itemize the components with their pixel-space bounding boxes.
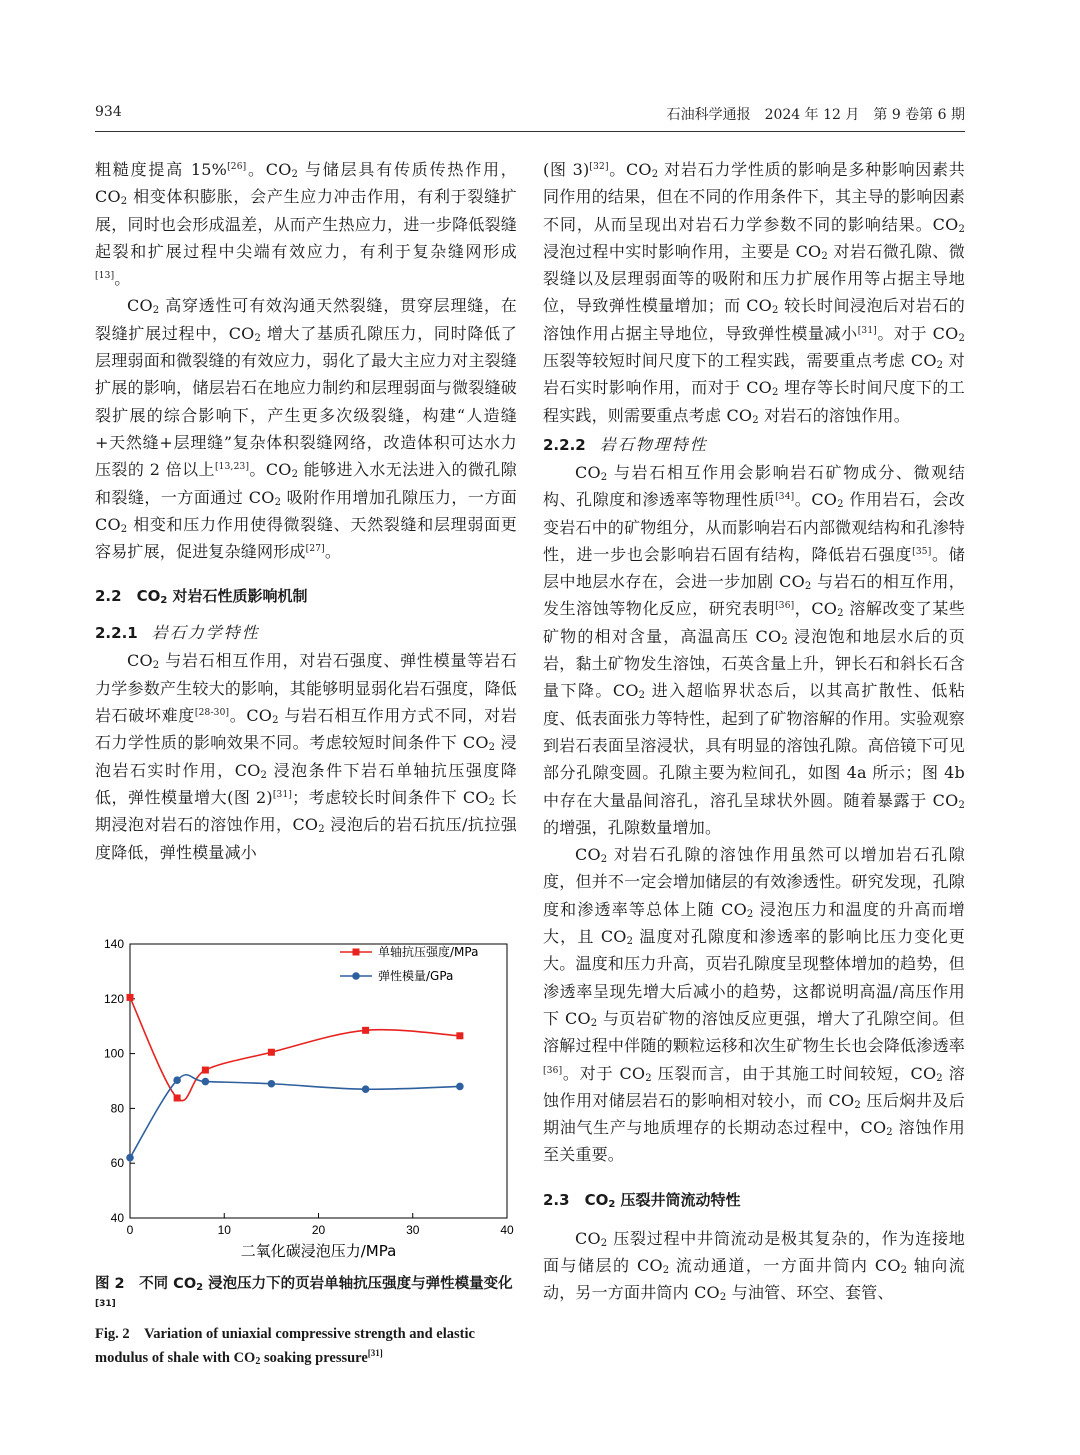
- text-run: 溶蚀作用对储层岩石的影响相对较小，而 CO: [543, 1063, 965, 1110]
- subscript: 2: [936, 360, 944, 372]
- paragraph: [95, 647, 517, 865]
- text-run: 与岩石的相互作用，发生溶蚀等物化反应，研究表明: [543, 572, 965, 619]
- text-run: 与油管、环空、套管、: [726, 1283, 894, 1303]
- data-point-strength: [202, 1067, 209, 1074]
- text-run: 浸泡饱和地层水后的页岩，黏土矿物发生溶蚀，石英含量上升，钾长石和斜长石含量下降。CO: [543, 626, 965, 701]
- text-run: 。CO: [608, 160, 652, 179]
- text-run: 。: [114, 269, 131, 289]
- paragraph: [95, 156, 517, 292]
- subsection-number: 2.2.2: [543, 435, 586, 454]
- subscript: 2: [886, 1127, 893, 1139]
- subscript: 2: [854, 1099, 861, 1111]
- text-run: CO: [127, 651, 153, 671]
- subscript: 2: [821, 250, 828, 262]
- paragraph: [543, 459, 965, 841]
- text-run: 埋存等长时间尺度下的工程实践，则需要重点考虑 CO: [543, 378, 965, 425]
- citation: [27]: [305, 544, 325, 555]
- subscript: 2: [160, 595, 168, 607]
- text-run: 。CO: [246, 160, 292, 179]
- subscript: 2: [254, 332, 262, 344]
- text-run: 图 2 不同 CO: [95, 1276, 197, 1292]
- subsection-title: 岩石物理特性: [599, 434, 708, 454]
- text-run: Fig. 2 Variation of uniaxial compressive strength and elastic modulus of shale with CO: [95, 1326, 475, 1366]
- text-run: 压裂等较短时间尺度下的工程实践，需要重点考虑 CO: [543, 351, 937, 371]
- subscript: 2: [958, 799, 965, 811]
- text-run: 进入超临界状态后，以其高扩散性、低粘度、低表面张力等特性，起到了矿物溶解的作用。实验观察到岩石表面呈溶浸状，具有明显的溶蚀孔隙。高倍镜下可见部分孔隙变圆。孔隙主要为粒间孔，如图 4a 所示；图 4b 中存在大量晶间溶孔，溶孔呈球状外圆。随着暴露于 CO: [543, 681, 966, 810]
- text-run: 温度对孔隙度和渗透率的影响比压力变化更大。温度和压力升高，页岩孔隙度呈现整体增加的趋势，但渗透率呈现先增大后减小的趋势，这都说明高温/高压作用下 CO: [543, 927, 965, 1028]
- data-point-strength: [268, 1049, 275, 1056]
- subscript: 2: [626, 936, 634, 948]
- text-run: 对岩石实时影响作用，而对于 CO: [543, 351, 965, 398]
- subscript: 2: [318, 824, 325, 836]
- text-run: 较长时间浸泡后对岩石的溶蚀作用占据主导地位，导致弹性模量减小: [543, 296, 965, 343]
- text-run: soaking pressure: [260, 1350, 368, 1366]
- text-run: 相变体积膨胀，会产生应力冲击作用，有利于裂缝扩展，同时也会形成温差，从而产生热应力，进一步降低裂缝起裂和扩展过程中尖端有效应力，有利于复杂缝网形成: [95, 187, 517, 261]
- subscript: 2: [152, 660, 160, 672]
- text-run: 。CO: [229, 706, 273, 726]
- paragraph: [543, 1225, 965, 1307]
- subscript: 2: [600, 854, 608, 866]
- subscript: 2: [936, 1072, 943, 1084]
- subsection-number: 2.2.1: [95, 624, 138, 643]
- subscript: 2: [719, 1292, 727, 1304]
- citation: [35]: [912, 546, 932, 557]
- citation: [34]: [775, 492, 795, 503]
- section-heading: [95, 585, 517, 607]
- subscript: 2: [600, 1237, 608, 1249]
- text-run: 能够进入水无法进入的微孔隙和裂缝，一方面通过 CO: [95, 460, 517, 507]
- subsection-title: 岩石力学特性: [151, 623, 260, 643]
- y-tick-label: 40: [110, 1211, 124, 1225]
- subscript: 2: [837, 499, 844, 511]
- y-tick-label: 140: [103, 937, 124, 951]
- y-tick-label: 120: [103, 991, 124, 1006]
- citation: [36]: [543, 1065, 563, 1076]
- subscript: 2: [638, 690, 646, 702]
- text-run: 。对于 CO: [876, 323, 959, 343]
- text-run: 的增强，孔隙数量增加。: [543, 817, 722, 837]
- text-run: 浸泡后的岩石抗压/抗拉强度降低，弹性模量减小: [95, 815, 517, 862]
- citation: [31]: [95, 1299, 116, 1309]
- citation: [32]: [589, 162, 609, 172]
- text-run: 对岩石性质影响机制: [167, 587, 308, 606]
- subscript: 2: [260, 769, 268, 781]
- text-run: 压裂井筒流动特性: [615, 1190, 741, 1209]
- subscript: 2: [488, 742, 496, 754]
- text-run: ，CO: [794, 599, 838, 619]
- subscript: 2: [958, 332, 965, 344]
- subscript: 2: [600, 471, 608, 483]
- text-run: CO: [127, 296, 153, 316]
- text-run: 粗糙度提高 15%: [95, 160, 228, 179]
- subscript: 2: [196, 1282, 204, 1293]
- text-run: 压后焖井及后期油气生产与地质埋存的长期动态过程中，CO: [543, 1090, 965, 1138]
- text-run: CO: [575, 462, 601, 482]
- subscript: 2: [781, 635, 788, 647]
- subscript: 2: [645, 1072, 652, 1084]
- text-run: 2.3 CO: [543, 1190, 609, 1209]
- paragraph: [95, 292, 517, 565]
- text-run: 溶解改变了某些矿物的相对含量，高温高压 CO: [543, 599, 965, 646]
- subscript: 2: [291, 469, 299, 481]
- legend-label: 单轴抗压强度/MPa: [378, 945, 479, 959]
- text-run: 对岩石力学性质的影响是多种影响因素共同作用的结果，但在不同的作用条件下，其主导的影响因素不同，从而呈现出对岩石力学参数不同的影响结果。CO: [543, 160, 965, 234]
- citation: [13]: [95, 271, 115, 282]
- subsection-heading: [543, 433, 965, 457]
- subsection-heading: [95, 621, 517, 645]
- subscript: 2: [152, 305, 160, 317]
- plot-frame: [130, 944, 507, 1218]
- subscript: 2: [590, 1017, 598, 1029]
- text-run: 增大了基质孔隙压力，同时降低了层理弱面和微裂缝的有效应力，弱化了最大主应力对主裂缝扩展的影响，储层岩石在地应力制约和层理弱面与微裂缝破裂扩展的综合影响下，产生更多次级裂缝，构建“人造缝+天然缝+层理缝”复杂体积裂缝网络，改造体积可达水力压裂的 2 倍以上: [95, 323, 517, 480]
- subscript: 2: [120, 196, 128, 208]
- legend-marker: [352, 972, 360, 980]
- text-run: 压裂而言，由于其施工时间较短，CO: [651, 1063, 937, 1083]
- text-run: 对岩石微孔隙、微裂缝以及层理弱面等的吸附和压力扩展作用等占据主导地位，导致弹性模量增加；而 CO: [543, 241, 966, 316]
- data-point-modulus: [202, 1078, 210, 1086]
- text-run: 吸附作用增加孔隙压力，一方面 CO: [95, 487, 517, 534]
- subscript: 2: [771, 305, 779, 317]
- text-run: 压裂过程中井筒流动是极其复杂的，作为连接地面与储层的 CO: [543, 1228, 965, 1275]
- citation: [26]: [227, 162, 247, 172]
- text-run: 高穿透性可有效沟通天然裂缝，贯穿层理缝，在裂缝扩展过程中，CO: [95, 296, 517, 343]
- x-tick-label: 10: [217, 1223, 231, 1237]
- data-point-strength: [174, 1094, 181, 1101]
- subscript: 2: [272, 715, 279, 727]
- subscript: 2: [488, 796, 496, 808]
- text-run: 溶蚀作用至关重要。: [543, 1118, 965, 1165]
- section-heading: [543, 1189, 965, 1211]
- citation: [31]: [857, 325, 877, 336]
- text-run: 。CO: [249, 460, 292, 480]
- text-run: 浸泡压力和温度的升高而增大，且 CO: [543, 899, 966, 947]
- citation: [13,23]: [214, 462, 250, 473]
- text-run: 对岩石的溶蚀作用。: [758, 405, 910, 425]
- subscript: 2: [662, 1264, 670, 1276]
- text-run: 轴向流动，另一方面井筒内 CO: [543, 1255, 965, 1303]
- text-run: (图 3): [543, 160, 590, 179]
- data-point-strength: [456, 1032, 463, 1039]
- subscript: 2: [958, 223, 965, 235]
- subscript: 2: [900, 1264, 908, 1276]
- x-tick-label: 0: [126, 1223, 134, 1237]
- citation: [36]: [775, 601, 795, 612]
- subscript: 2: [804, 581, 812, 593]
- subscript: 2: [274, 496, 282, 508]
- paragraph: [543, 156, 965, 429]
- data-point-strength: [127, 994, 134, 1001]
- text-run: 与岩石相互作用，对岩石强度、弹性模量等岩石力学参数产生较大的影响，其能够明显弱化岩石强度，降低岩石破坏难度: [95, 651, 517, 726]
- text-run: 浸泡岩石实时作用，CO: [95, 733, 517, 780]
- data-point-modulus: [173, 1076, 181, 1084]
- subscript: 2: [837, 608, 844, 620]
- text-run: 浸泡压力下的页岩单轴抗压强度与弹性模量变化: [203, 1276, 513, 1292]
- x-axis-label: 二氧化碳浸泡压力/MPa: [240, 1242, 397, 1260]
- subscript: 2: [291, 169, 299, 180]
- right-column: [543, 156, 965, 1307]
- data-point-modulus: [268, 1080, 276, 1088]
- x-tick-label: 40: [500, 1223, 514, 1237]
- paragraph: [543, 841, 965, 1169]
- figure-chart: [95, 930, 525, 1265]
- text-run: 长期浸泡对岩石的溶蚀作用，CO: [95, 787, 517, 835]
- data-point-modulus: [456, 1083, 464, 1091]
- page-number: 934: [95, 104, 122, 120]
- text-run: CO: [575, 1228, 601, 1248]
- running-header: [95, 104, 965, 128]
- subscript: 2: [120, 523, 128, 535]
- text-run: 与岩石相互作用方式不同，对岩石力学性质的影响效果不同。考虑较短时间条件下 CO: [95, 706, 517, 753]
- subscript: 2: [771, 387, 779, 399]
- y-tick-label: 60: [110, 1156, 124, 1171]
- figure-caption-en: [95, 1322, 525, 1370]
- legend-marker: [353, 949, 360, 956]
- text-run: 相变和压力作用使得微裂缝、天然裂缝和层理弱面更容易扩展，促进复杂缝网形成: [95, 514, 517, 562]
- text-run: CO: [575, 845, 601, 865]
- y-tick-label: 100: [103, 1046, 124, 1061]
- text-run: 。对于 CO: [562, 1063, 646, 1083]
- data-point-modulus: [126, 1154, 134, 1162]
- text-run: 与岩石相互作用会影响岩石矿物成分、微观结构、孔隙度和渗透率等物理性质: [543, 462, 965, 510]
- text-run: 浸泡过程中实时影响作用，主要是 CO: [543, 241, 822, 261]
- legend-label: 弹性模量/GPa: [378, 969, 454, 983]
- subscript: 2: [608, 1198, 616, 1210]
- text-run: 。CO: [794, 490, 838, 510]
- text-run: 与储层具有传质传热作用，CO: [95, 160, 518, 207]
- text-run: ；考虑较长时间条件下 CO: [292, 787, 489, 807]
- data-point-modulus: [362, 1085, 370, 1093]
- subscript: 2: [255, 1356, 261, 1367]
- y-tick-label: 80: [110, 1101, 124, 1116]
- citation: [31]: [272, 789, 293, 800]
- x-tick-label: 30: [406, 1223, 420, 1237]
- line-chart: [95, 930, 525, 1265]
- series-line: [130, 1075, 460, 1158]
- subscript: 2: [752, 414, 759, 426]
- text-run: 流动通道，一方面井筒内 CO: [669, 1255, 901, 1275]
- x-tick-label: 20: [311, 1223, 326, 1237]
- data-point-strength: [362, 1027, 369, 1034]
- subscript: 2: [651, 169, 659, 180]
- citation: [31]: [367, 1348, 383, 1358]
- text-run: 。储层中地层水存在，会进一步加剧 CO: [543, 544, 965, 592]
- subscript: 2: [746, 908, 754, 920]
- header-rule: [95, 131, 965, 132]
- text-run: 2.2 CO: [95, 587, 161, 606]
- citation: [28-30]: [194, 708, 230, 719]
- text-run: 作用岩石，会改变岩石中的矿物组分，从而影响岩石内部微观结构和孔渗特性，进一步也会影响岩石固有结构，降低岩石强度: [543, 490, 965, 564]
- figure-caption-cn: [95, 1272, 525, 1320]
- text-run: 与页岩矿物的溶蚀反应更强，增大了孔隙空间。但溶解过程中伴随的颗粒运移和次生矿物生长也会降低渗透率: [543, 1008, 966, 1056]
- text-run: 。: [324, 542, 342, 562]
- journal-info: 石油科学通报 2024 年 12 月 第 9 卷第 6 期: [666, 107, 965, 123]
- left-column: [95, 156, 517, 866]
- text-run: 对岩石孔隙的溶蚀作用虽然可以增加岩石孔隙度，但并不一定会增加储层的有效渗透性。研究发现，孔隙度和渗透率等总体上随 CO: [543, 845, 965, 919]
- text-run: 浸泡条件下岩石单轴抗压强度降低，弹性模量增大(图 2): [95, 760, 517, 807]
